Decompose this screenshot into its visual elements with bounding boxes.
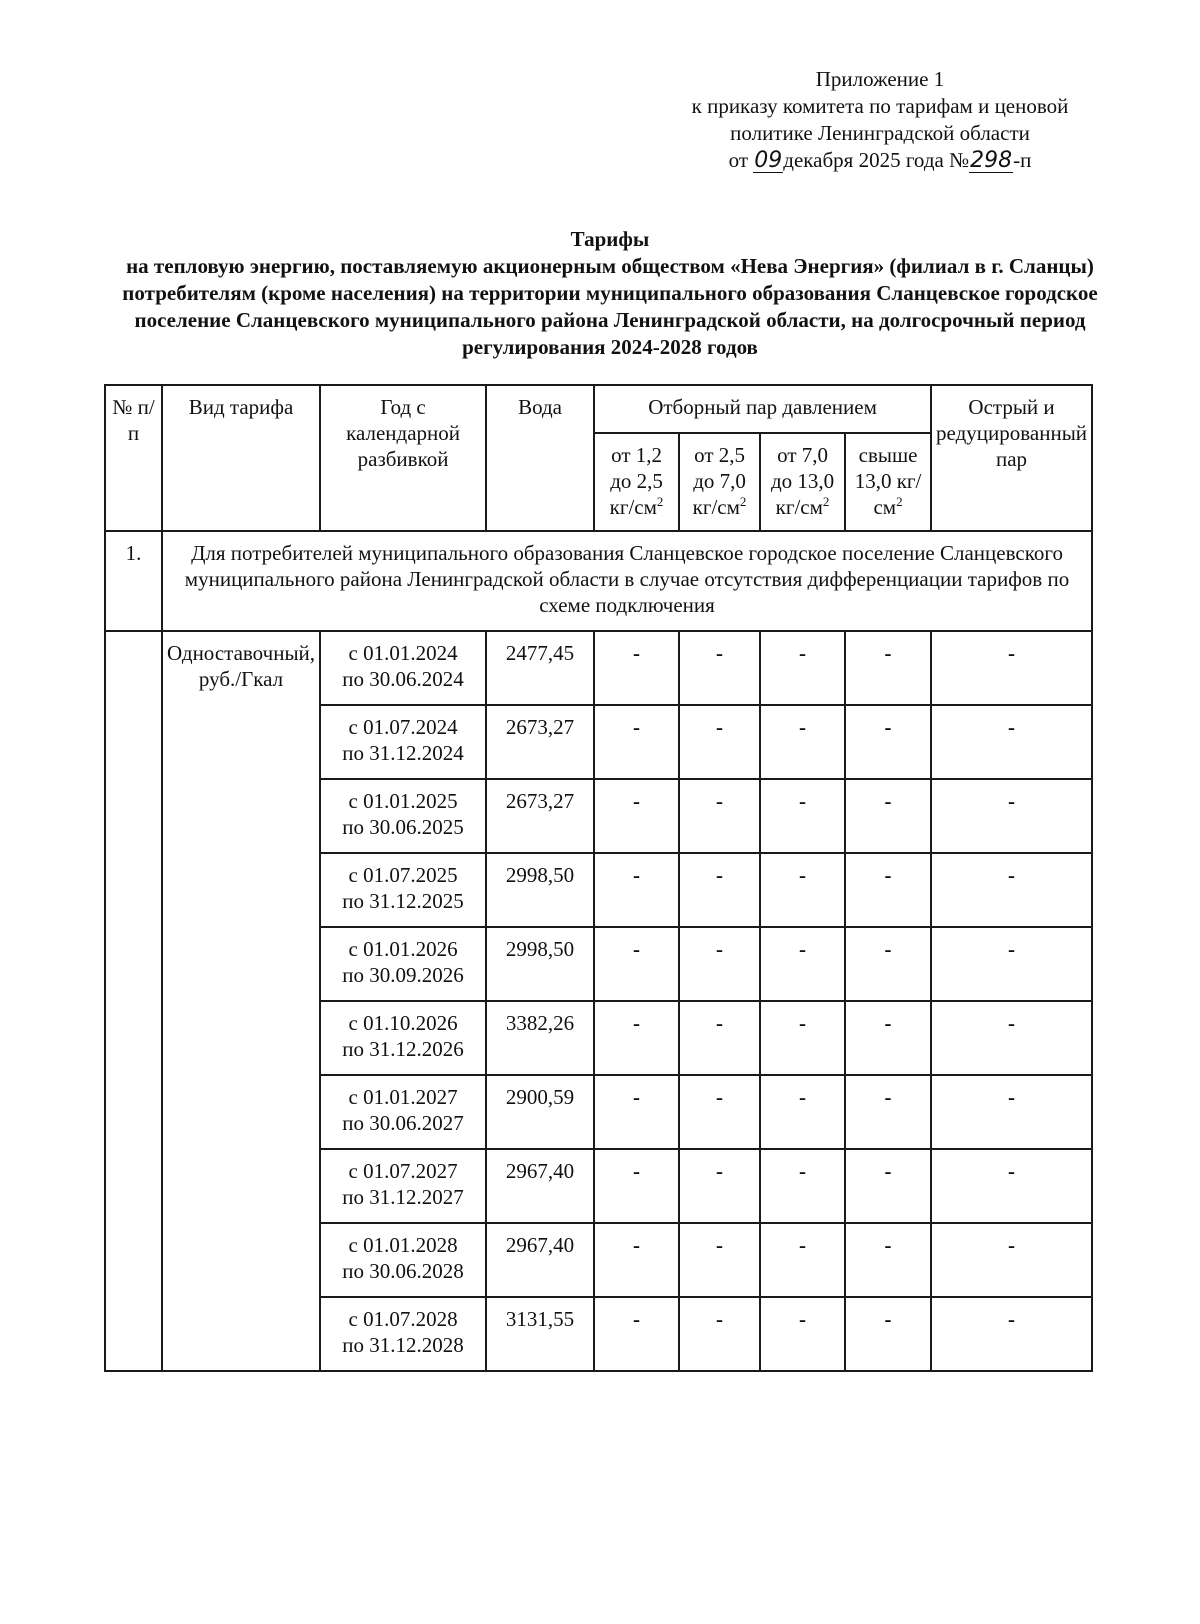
period-from: с 01.01.2024: [348, 641, 458, 665]
period-to: по 30.06.2027: [342, 1111, 464, 1135]
period-cell: [320, 631, 486, 705]
period-from: с 01.01.2026: [348, 937, 458, 961]
header-row-top: [105, 385, 1092, 433]
empty-tariff-cell: -: [845, 927, 931, 1001]
empty-tariff-cell: -: [845, 1075, 931, 1149]
period-to: по 30.06.2028: [342, 1259, 464, 1283]
empty-tariff-cell: -: [594, 853, 679, 927]
date-prefix: от: [728, 148, 754, 172]
header-num: № п/п: [105, 385, 162, 531]
empty-tariff-cell: -: [679, 779, 760, 853]
period-cell: [320, 1297, 486, 1371]
period-from: с 01.07.2024: [348, 715, 458, 739]
period-from: с 01.01.2025: [348, 789, 458, 813]
water-tariff-cell: 3382,26: [486, 1001, 594, 1075]
period-to: по 31.12.2025: [342, 889, 464, 913]
empty-tariff-cell: -: [845, 705, 931, 779]
empty-tariff-cell: -: [594, 1297, 679, 1371]
empty-tariff-cell: -: [679, 1223, 760, 1297]
empty-tariff-cell: -: [931, 1001, 1092, 1075]
empty-tariff-cell: -: [679, 853, 760, 927]
header-pressure-4: свыше 13,0 $кг/см^2$: [845, 433, 931, 531]
water-tariff-cell: 2967,40: [486, 1223, 594, 1297]
empty-tariff-cell: -: [679, 1149, 760, 1223]
period-cell: [320, 1001, 486, 1075]
period-to: по 31.12.2024: [342, 741, 464, 765]
date-middle: декабря 2025 года №: [783, 148, 970, 172]
period-from: с 01.07.2025: [348, 863, 458, 887]
number-suffix: -п: [1013, 148, 1032, 172]
header-steam-group: Отборный пар давлением: [594, 385, 931, 433]
empty-tariff-cell: -: [594, 705, 679, 779]
empty-tariff-cell: -: [931, 1223, 1092, 1297]
section-number: 1.: [105, 531, 162, 631]
period-to: по 31.12.2028: [342, 1333, 464, 1357]
water-tariff-cell: 2673,27: [486, 779, 594, 853]
title-subtitle: на тепловую энергию, поставляемую акционерным обществом «Нева Энергия» (филиал в г. Сланцы) потребителям (кроме населения) на территории муниципального образования Сланцевское городское поселение Сланцевского муниципального района Ленинградской области, на долгосрочный период регулирования 2024-2028 годов: [122, 254, 1098, 359]
empty-tariff-cell: -: [760, 1223, 845, 1297]
period-cell: [320, 927, 486, 1001]
tariff-type-cell: Одноставочный, руб./Гкал: [162, 631, 320, 1371]
empty-tariff-cell: -: [931, 1075, 1092, 1149]
handwritten-day: 09: [754, 148, 783, 173]
section-row: [105, 531, 1092, 631]
empty-tariff-cell: -: [845, 1149, 931, 1223]
empty-tariff-cell: -: [760, 1149, 845, 1223]
empty-tariff-cell: -: [931, 1297, 1092, 1371]
period-from: с 01.01.2028: [348, 1233, 458, 1257]
header-pressure-2: от 2,5 до 7,0 $кг/см^2$: [679, 433, 760, 531]
header-water: Вода: [486, 385, 594, 531]
water-tariff-cell: 2477,45: [486, 631, 594, 705]
empty-tariff-cell: -: [760, 631, 845, 705]
empty-tariff-cell: -: [679, 927, 760, 1001]
empty-tariff-cell: -: [931, 853, 1092, 927]
header-tariff-type: Вид тарифа: [162, 385, 320, 531]
empty-tariff-cell: -: [760, 927, 845, 1001]
table-row: [105, 631, 1092, 705]
empty-tariff-cell: -: [594, 1075, 679, 1149]
header-period: Год с календарной разбивкой: [320, 385, 486, 531]
title-heading: Тарифы: [570, 227, 650, 251]
empty-tariff-cell: -: [845, 1223, 931, 1297]
empty-tariff-cell: -: [760, 1001, 845, 1075]
header-pressure-3: от 7,0 до 13,0 $кг/см^2$: [760, 433, 845, 531]
water-tariff-cell: 3131,55: [486, 1297, 594, 1371]
document-title: [105, 226, 1115, 361]
empty-tariff-cell: -: [679, 1001, 760, 1075]
empty-tariff-cell: -: [679, 1297, 760, 1371]
empty-tariff-cell: -: [845, 1297, 931, 1371]
empty-tariff-cell: -: [760, 705, 845, 779]
handwritten-order-number: 298: [970, 148, 1013, 173]
appendix-date-line: [640, 147, 1120, 174]
period-to: по 30.06.2025: [342, 815, 464, 839]
period-cell: [320, 779, 486, 853]
empty-tariff-cell: -: [931, 705, 1092, 779]
water-tariff-cell: 2673,27: [486, 705, 594, 779]
header-sharp-steam: Острый и редуцированный пар: [931, 385, 1092, 531]
period-cell: [320, 1149, 486, 1223]
water-tariff-cell: 2998,50: [486, 853, 594, 927]
empty-tariff-cell: -: [679, 705, 760, 779]
appendix-line-2: к приказу комитета по тарифам и ценовой: [691, 94, 1069, 118]
period-cell: [320, 1075, 486, 1149]
empty-tariff-cell: -: [760, 779, 845, 853]
period-cell: [320, 853, 486, 927]
empty-tariff-cell: -: [931, 631, 1092, 705]
period-cell: [320, 1223, 486, 1297]
period-from: с 01.01.2027: [348, 1085, 458, 1109]
empty-tariff-cell: -: [845, 853, 931, 927]
empty-tariff-cell: -: [931, 927, 1092, 1001]
empty-tariff-cell: -: [845, 779, 931, 853]
empty-tariff-cell: -: [679, 1075, 760, 1149]
appendix-line-3: политике Ленинградской области: [730, 121, 1030, 145]
empty-tariff-cell: -: [760, 853, 845, 927]
empty-tariff-cell: -: [931, 1149, 1092, 1223]
empty-tariff-cell: -: [760, 1075, 845, 1149]
appendix-line-1: Приложение 1: [815, 67, 945, 91]
empty-tariff-cell: -: [594, 1223, 679, 1297]
period-to: по 31.12.2026: [342, 1037, 464, 1061]
period-to: по 31.12.2027: [342, 1185, 464, 1209]
tariffs-table: [104, 384, 1093, 1372]
empty-tariff-cell: -: [845, 1001, 931, 1075]
empty-tariff-cell: -: [594, 927, 679, 1001]
table-body: [105, 385, 1092, 1371]
period-from: с 01.07.2027: [348, 1159, 458, 1183]
period-from: с 01.10.2026: [348, 1011, 458, 1035]
empty-tariff-cell: -: [594, 1001, 679, 1075]
empty-tariff-cell: -: [760, 1297, 845, 1371]
empty-tariff-cell: -: [845, 631, 931, 705]
water-tariff-cell: 2998,50: [486, 927, 594, 1001]
water-tariff-cell: 2967,40: [486, 1149, 594, 1223]
appendix-block: [640, 66, 1120, 174]
section-text: Для потребителей муниципального образования Сланцевское городское поселение Сланцевского муниципального района Ленинградской области в случае отсутствия дифференциации тарифов по схеме подключения: [162, 531, 1092, 631]
period-to: по 30.06.2024: [342, 667, 464, 691]
period-cell: [320, 705, 486, 779]
period-from: с 01.07.2028: [348, 1307, 458, 1331]
row-number-cell: [105, 631, 162, 1371]
empty-tariff-cell: -: [594, 779, 679, 853]
empty-tariff-cell: -: [594, 631, 679, 705]
period-to: по 30.09.2026: [342, 963, 464, 987]
empty-tariff-cell: -: [679, 631, 760, 705]
header-pressure-1: от 1,2 до 2,5 $кг/см^2$: [594, 433, 679, 531]
empty-tariff-cell: -: [931, 779, 1092, 853]
water-tariff-cell: 2900,59: [486, 1075, 594, 1149]
empty-tariff-cell: -: [594, 1149, 679, 1223]
